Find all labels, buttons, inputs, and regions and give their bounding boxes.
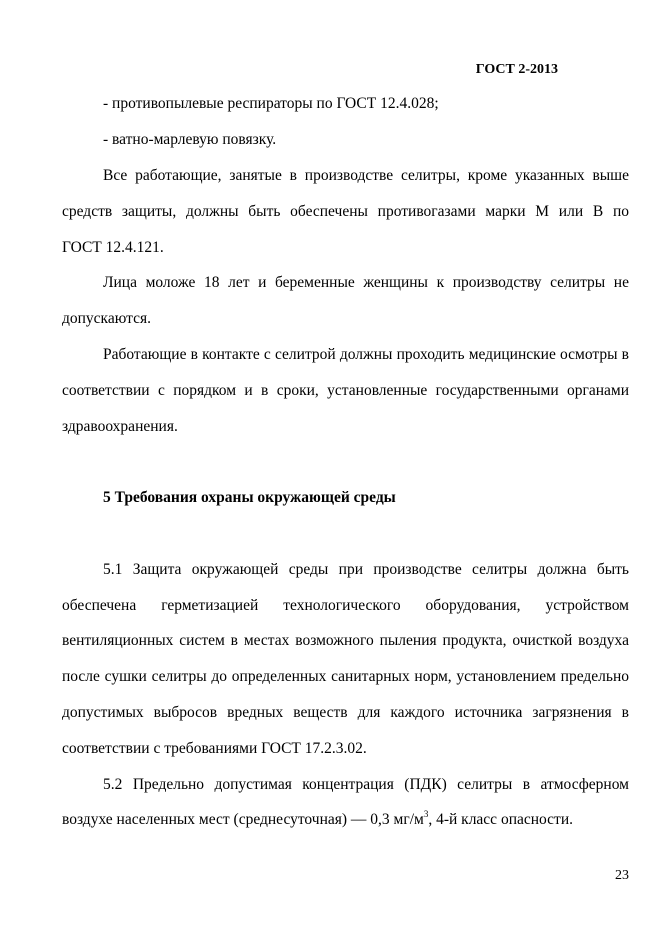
paragraph-line: Работающие в контакте с селитрой должны проходить медицинские осмотры в	[103, 346, 629, 363]
paragraph-line: обеспечена герметизацией технологического оборудования, устройством	[62, 597, 629, 614]
page-number: 23	[615, 868, 629, 883]
document-code-header: ГОСТ 2-2013	[475, 62, 558, 77]
paragraph-line: соответствии с требованиями ГОСТ 17.2.3.02.	[62, 740, 367, 757]
superscript-exponent: 3	[423, 809, 429, 819]
paragraph-line: ГОСТ 12.4.121.	[62, 239, 164, 256]
paragraph-line: вентиляционных систем в местах возможного пыления продукта, очисткой воздуха	[62, 632, 629, 649]
paragraph-line	[62, 811, 629, 829]
section-title: 5 Требования охраны окружающей среды	[103, 489, 396, 506]
text-segment: , 4-й класс опасности.	[428, 811, 573, 828]
paragraph-line: 5.2 Предельно допустимая концентрация (ПДК) селитры в атмосферном	[103, 776, 629, 793]
paragraph-line: Лица моложе 18 лет и беременные женщины к производству селитры не	[103, 274, 629, 291]
paragraph-line: Все работающие, занятые в производстве селитры, кроме указанных выше	[103, 167, 629, 184]
paragraph-line: средств защиты, должны быть обеспечены противогазами марки М или В по	[62, 203, 629, 220]
paragraph-line: 5.1 Защита окружающей среды при производстве селитры должна быть	[103, 561, 629, 578]
paragraph-line: здравоохранения.	[62, 418, 178, 435]
list-item-gauze-bandage: - ватно-марлевую повязку.	[103, 131, 277, 148]
paragraph-line: соответствии с порядком и в сроки, установленные государственными органами	[62, 382, 629, 399]
paragraph-line: допустимых выбросов вредных веществ для каждого источника загрязнения в	[62, 704, 629, 721]
paragraph-line: после сушки селитры до определенных санитарных норм, установлением предельно	[62, 668, 629, 685]
paragraph-line: допускаются.	[62, 310, 151, 327]
text-segment: воздухе населенных мест (среднесуточная) — 0,3 мг/м	[62, 811, 424, 828]
list-item-respirators: - противопылевые респираторы по ГОСТ 12.4.028;	[103, 95, 439, 112]
